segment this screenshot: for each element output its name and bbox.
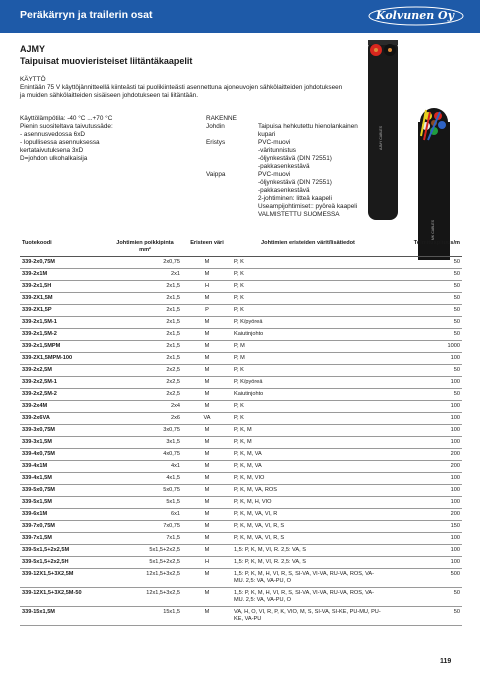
cell-insulation-color: M bbox=[182, 293, 232, 305]
cell-insulation-color: M bbox=[182, 269, 232, 281]
cell-cross-section: 2x1,5 bbox=[108, 317, 182, 329]
cell-cross-section: 2x4 bbox=[108, 401, 182, 413]
cell-insulation-color: M bbox=[182, 257, 232, 269]
cell-cross-section: 4x1 bbox=[108, 461, 182, 473]
cell-code: 339-5x1,5M bbox=[20, 497, 108, 509]
table-header-row bbox=[20, 238, 462, 257]
cell-insulation-color: M bbox=[182, 437, 232, 449]
cell-cross-section: 5x0,75 bbox=[108, 485, 182, 497]
cell-insulation-color: M bbox=[182, 329, 232, 341]
cell-cross-section: 3x1,5 bbox=[108, 437, 182, 449]
cell-length: 100 bbox=[384, 473, 462, 485]
cell-length: 50 bbox=[384, 389, 462, 401]
table-row bbox=[20, 341, 462, 353]
cell-code: 339-3x0,75M bbox=[20, 425, 108, 437]
col-header-length: Toimituspituus/m bbox=[384, 238, 462, 257]
cable-print-2: MK CABLES bbox=[431, 219, 435, 240]
cell-insulation-color: M bbox=[182, 533, 232, 545]
cell-cross-section: 4x1,5 bbox=[108, 473, 182, 485]
cell-insulation-color: M bbox=[182, 353, 232, 365]
cell-insulation-color: M bbox=[182, 569, 232, 588]
cell-insulation-color: M bbox=[182, 485, 232, 497]
cell-length: 100 bbox=[384, 413, 462, 425]
cell-conductor-colors: P, K bbox=[232, 269, 384, 281]
cell-code: 339-4x0,75M bbox=[20, 449, 108, 461]
cell-conductor-colors: P, K bbox=[232, 257, 384, 269]
cell-cross-section: 3x0,75 bbox=[108, 425, 182, 437]
cell-conductor-colors: P, K bbox=[232, 293, 384, 305]
cell-code: 339-2x2,5M bbox=[20, 365, 108, 377]
structure-value: -pakkasenkestävä bbox=[258, 163, 310, 170]
structure-value: 2-johtiminen: litteä kaapeli bbox=[258, 195, 332, 202]
cell-code: 339-4x1,5M bbox=[20, 473, 108, 485]
cell-insulation-color: M bbox=[182, 521, 232, 533]
cell-conductor-colors: 1,5: P, K, M, VI, R. 2,5: VA, S bbox=[232, 557, 384, 569]
cell-length: 200 bbox=[384, 461, 462, 473]
cell-code: 339-12X1,5+3X2,5M bbox=[20, 569, 108, 588]
cell-insulation-color: M bbox=[182, 377, 232, 389]
cell-code: 339-6x1M bbox=[20, 509, 108, 521]
spec-left-line: - lopullisessa asennuksessa bbox=[20, 139, 100, 146]
cell-code: 339-2x1,5M-2 bbox=[20, 329, 108, 341]
spec-left-line: D=johdon ulkohalkaisija bbox=[20, 155, 88, 162]
cell-length: 500 bbox=[384, 569, 462, 588]
cell-insulation-color: M bbox=[182, 545, 232, 557]
usage-text: Enintään 75 V käyttöjännitteellä kiinteästi tai puolikiinteästi asennettuna ajoneuvojen sähkölaitteiden johdotukseen ja muiden sähkölaitteiden sisäiseen johdotukseen tai liitäntään. bbox=[20, 84, 343, 99]
cell-insulation-color: M bbox=[182, 473, 232, 485]
cell-length: 50 bbox=[384, 365, 462, 377]
table-row bbox=[20, 425, 462, 437]
cell-length: 100 bbox=[384, 545, 462, 557]
cell-cross-section: 2x1,5 bbox=[108, 353, 182, 365]
cell-conductor-colors: P, K, M, VA, VI, R, S bbox=[232, 521, 384, 533]
structure-heading: RAKENNE bbox=[206, 115, 237, 122]
cell-cross-section: 2x1,5 bbox=[108, 281, 182, 293]
cell-conductor-colors: VA, H, O, VI, R, P, K, VIO, M, S, SI-VA, SI-KE, PU-MU, PU-KE, VA-PU bbox=[232, 607, 384, 626]
cell-conductor-colors: P, M bbox=[232, 341, 384, 353]
cell-cross-section: 2x2,5 bbox=[108, 365, 182, 377]
cell-cross-section: 7x1,5 bbox=[108, 533, 182, 545]
cell-code: 339-5x1,5+2x2,5M bbox=[20, 545, 108, 557]
cell-length: 200 bbox=[384, 449, 462, 461]
cell-length: 150 bbox=[384, 521, 462, 533]
cell-insulation-color: M bbox=[182, 317, 232, 329]
cell-insulation-color: M bbox=[182, 341, 232, 353]
cell-cross-section: 6x1 bbox=[108, 509, 182, 521]
structure-label bbox=[206, 155, 258, 163]
structure-label bbox=[206, 147, 258, 155]
cell-length: 100 bbox=[384, 377, 462, 389]
cell-length: 50 bbox=[384, 317, 462, 329]
structure-value: Taipuisa hehkutettu hienolankainen bbox=[258, 123, 358, 130]
cell-code: 339-2x0,75M bbox=[20, 257, 108, 269]
page-number: 119 bbox=[440, 658, 452, 665]
col-header-code: Tuotekoodi bbox=[20, 238, 108, 257]
table-row bbox=[20, 353, 462, 365]
structure-label bbox=[206, 211, 258, 219]
table-row bbox=[20, 569, 462, 588]
specs-left-block bbox=[20, 115, 113, 163]
cell-insulation-color: M bbox=[182, 425, 232, 437]
cell-code: 339-2x1M bbox=[20, 269, 108, 281]
cell-cross-section: 5x1,5+2x2,5 bbox=[108, 545, 182, 557]
cell-conductor-colors: 1,5: P, K, M, H, VI, R, S, SI-VA, VI-VA, RU-VA, ROS, VA-MU. 2,5: VA, VA-PU, O bbox=[232, 588, 384, 607]
structure-value: VALMISTETTU SUOMESSA bbox=[258, 211, 340, 218]
structure-label bbox=[206, 179, 258, 187]
cell-length: 1000 bbox=[384, 341, 462, 353]
cell-insulation-color: P bbox=[182, 305, 232, 317]
cell-insulation-color: M bbox=[182, 389, 232, 401]
cell-insulation-color: H bbox=[182, 281, 232, 293]
cell-length: 50 bbox=[384, 607, 462, 626]
cell-code: 339-15x1,5M bbox=[20, 607, 108, 626]
cell-conductor-colors: P, K, M, VA, VI, R bbox=[232, 509, 384, 521]
structure-label: Johdin bbox=[206, 123, 225, 130]
table-row bbox=[20, 365, 462, 377]
structure-label bbox=[206, 195, 258, 203]
cell-code: 339-2x6VA bbox=[20, 413, 108, 425]
cell-cross-section: 2x6 bbox=[108, 413, 182, 425]
cell-cross-section: 2x1,5 bbox=[108, 305, 182, 317]
cell-conductor-colors: 1,5: P, K, M, H, VI, R, S, SI-VA, VI-VA, RU-VA, ROS, VA-MU. 2,5: VA, VA-PU, O bbox=[232, 569, 384, 588]
cell-code: 339-2x4M bbox=[20, 401, 108, 413]
table-row bbox=[20, 509, 462, 521]
structure-value: Useampijohtimiset:: pyöreä kaapeli bbox=[258, 203, 358, 210]
col-header-cross-section: Johtimien poikkipinta mm² bbox=[108, 238, 182, 257]
cell-cross-section: 4x0,75 bbox=[108, 449, 182, 461]
table-row bbox=[20, 497, 462, 509]
table-row bbox=[20, 588, 462, 607]
cell-code: 339-2X1,5M bbox=[20, 293, 108, 305]
structure-value: -öljynkestävä (DIN 72551) bbox=[258, 155, 332, 162]
cell-length: 100 bbox=[384, 533, 462, 545]
cell-conductor-colors: P, K, M, VA bbox=[232, 461, 384, 473]
table-row bbox=[20, 293, 462, 305]
cell-cross-section: 2x0,75 bbox=[108, 257, 182, 269]
cell-conductor-colors: P, K, M, VA bbox=[232, 449, 384, 461]
structure-value: PVC-muovi bbox=[258, 139, 291, 146]
table-row bbox=[20, 269, 462, 281]
cell-length: 50 bbox=[384, 269, 462, 281]
cell-cross-section: 2x1,5 bbox=[108, 293, 182, 305]
cell-cross-section: 2x2,5 bbox=[108, 389, 182, 401]
cell-cross-section: 2x1,5 bbox=[108, 329, 182, 341]
cell-conductor-colors: Kaiutinjohto bbox=[232, 329, 384, 341]
cell-insulation-color: M bbox=[182, 401, 232, 413]
cell-insulation-color: M bbox=[182, 607, 232, 626]
cell-insulation-color: M bbox=[182, 365, 232, 377]
structure-value: -öljynkestävä (DIN 72551) bbox=[258, 179, 332, 186]
cell-length: 100 bbox=[384, 425, 462, 437]
structure-value: -väritunnistus bbox=[258, 147, 297, 154]
cell-length: 100 bbox=[384, 557, 462, 569]
cell-conductor-colors: P, K/pyöreä bbox=[232, 317, 384, 329]
cell-cross-section: 12x1,5+3x2,5 bbox=[108, 569, 182, 588]
cell-conductor-colors: P, K/pyöreä bbox=[232, 377, 384, 389]
cell-cross-section: 5x1,5 bbox=[108, 497, 182, 509]
cell-cross-section: 2x1 bbox=[108, 269, 182, 281]
structure-label bbox=[206, 163, 258, 171]
cell-code: 339-2X1,5P bbox=[20, 305, 108, 317]
structure-label bbox=[206, 203, 258, 211]
cell-code: 339-7x0,75M bbox=[20, 521, 108, 533]
cell-code: 339-3x1,5M bbox=[20, 437, 108, 449]
table-row bbox=[20, 413, 462, 425]
cell-insulation-color: M bbox=[182, 509, 232, 521]
table-row bbox=[20, 305, 462, 317]
structure-value: -pakkasenkestävä bbox=[258, 187, 310, 194]
cell-conductor-colors: P, K bbox=[232, 413, 384, 425]
cell-cross-section: 7x0,75 bbox=[108, 521, 182, 533]
cell-code: 339-2x1,5H bbox=[20, 281, 108, 293]
cell-code: 339-2x2,5M-1 bbox=[20, 377, 108, 389]
spec-left-line: kertataivutuksena 3xD bbox=[20, 147, 84, 154]
cell-insulation-color: H bbox=[182, 557, 232, 569]
product-table bbox=[20, 238, 462, 626]
table-row bbox=[20, 401, 462, 413]
cell-conductor-colors: 1,5: P, K, M, VI, R. 2,5: VA, S bbox=[232, 545, 384, 557]
cell-length: 100 bbox=[384, 437, 462, 449]
cell-conductor-colors: P, K, M, VIO bbox=[232, 473, 384, 485]
usage-heading: KÄYTTÖ bbox=[20, 76, 46, 83]
table-row bbox=[20, 473, 462, 485]
product-code: AJMY bbox=[20, 44, 46, 54]
table-row bbox=[20, 607, 462, 626]
spec-left-line: Käyttölämpötila: -40 °C ...+70 °C bbox=[20, 115, 113, 122]
structure-label bbox=[206, 187, 258, 195]
structure-label bbox=[206, 131, 258, 139]
cell-conductor-colors: P, K, M, VA, VI, R, S bbox=[232, 533, 384, 545]
table-row bbox=[20, 389, 462, 401]
cell-length: 50 bbox=[384, 588, 462, 607]
table-row bbox=[20, 461, 462, 473]
cell-length: 100 bbox=[384, 485, 462, 497]
table-row bbox=[20, 437, 462, 449]
cell-code: 339-2x1,5M-1 bbox=[20, 317, 108, 329]
structure-value: PVC-muovi bbox=[258, 171, 291, 178]
cell-conductor-colors: P, K, M bbox=[232, 425, 384, 437]
cell-code: 339-2x2,5M-2 bbox=[20, 389, 108, 401]
table-row bbox=[20, 449, 462, 461]
table-row bbox=[20, 281, 462, 293]
cell-conductor-colors: P, K, M, H, VIO bbox=[232, 497, 384, 509]
structure-label: Eristys bbox=[206, 139, 226, 146]
cell-insulation-color: M bbox=[182, 449, 232, 461]
cell-conductor-colors: Kaiutinjohto bbox=[232, 389, 384, 401]
table-row bbox=[20, 329, 462, 341]
cable-illustration bbox=[330, 40, 480, 260]
structure-label: Vaippa bbox=[206, 171, 226, 178]
spec-left-line: Pienin suositeltava taivutussäde: bbox=[20, 123, 113, 130]
cell-code: 339-4x1M bbox=[20, 461, 108, 473]
company-logo-text: Kolvunen Oy bbox=[376, 9, 455, 22]
cell-insulation-color: M bbox=[182, 461, 232, 473]
cell-cross-section: 12x1,5+3x2,5 bbox=[108, 588, 182, 607]
cell-length: 50 bbox=[384, 293, 462, 305]
product-subtitle: Taipuisat muovieristeiset liitäntäkaapelit bbox=[20, 56, 193, 66]
cell-code: 339-5x0,75M bbox=[20, 485, 108, 497]
cell-length: 100 bbox=[384, 401, 462, 413]
header-title: Peräkärryn ja trailerin osat bbox=[20, 9, 153, 21]
cable-print-1: AJMY CABLES bbox=[379, 125, 383, 150]
cell-conductor-colors: P, M bbox=[232, 353, 384, 365]
cell-code: 339-2X1,5MPM-100 bbox=[20, 353, 108, 365]
cell-cross-section: 2x1,5 bbox=[108, 341, 182, 353]
cell-length: 50 bbox=[384, 329, 462, 341]
structure-value: kupari bbox=[258, 131, 276, 138]
table-row bbox=[20, 377, 462, 389]
spec-left-line: - asennusvedossa 6xD bbox=[20, 131, 86, 138]
cell-conductor-colors: P, K bbox=[232, 401, 384, 413]
cell-insulation-color: M bbox=[182, 588, 232, 607]
cell-length: 50 bbox=[384, 281, 462, 293]
cell-code: 339-7x1,5M bbox=[20, 533, 108, 545]
cell-conductor-colors: P, K, M bbox=[232, 437, 384, 449]
cell-length: 100 bbox=[384, 497, 462, 509]
col-header-insulation-color: Eristeen väri bbox=[182, 238, 232, 257]
cell-cross-section: 2x2,5 bbox=[108, 377, 182, 389]
cell-code: 339-5x1,5+2x2,5H bbox=[20, 557, 108, 569]
cell-code: 339-2x1,5MPM bbox=[20, 341, 108, 353]
cell-cross-section: 15x1,5 bbox=[108, 607, 182, 626]
cell-code: 339-12X1,5+3X2,5M-50 bbox=[20, 588, 108, 607]
cell-cross-section: 5x1,5+2x2,5 bbox=[108, 557, 182, 569]
table-row bbox=[20, 521, 462, 533]
cell-insulation-color: M bbox=[182, 497, 232, 509]
cell-conductor-colors: P, K, M, VA, ROS bbox=[232, 485, 384, 497]
cell-insulation-color: VA bbox=[182, 413, 232, 425]
table-row bbox=[20, 485, 462, 497]
cell-length: 200 bbox=[384, 509, 462, 521]
table-row bbox=[20, 317, 462, 329]
cell-conductor-colors: P, K bbox=[232, 305, 384, 317]
cell-conductor-colors: P, K bbox=[232, 365, 384, 377]
cell-length: 100 bbox=[384, 353, 462, 365]
cell-length: 50 bbox=[384, 257, 462, 269]
col-header-conductor-colors: Johtimien eristeiden värit/lisätiedot bbox=[232, 238, 384, 257]
table-row bbox=[20, 557, 462, 569]
cell-conductor-colors: P, K bbox=[232, 281, 384, 293]
table-row bbox=[20, 533, 462, 545]
table-row bbox=[20, 257, 462, 269]
cell-length: 50 bbox=[384, 305, 462, 317]
table-row bbox=[20, 545, 462, 557]
